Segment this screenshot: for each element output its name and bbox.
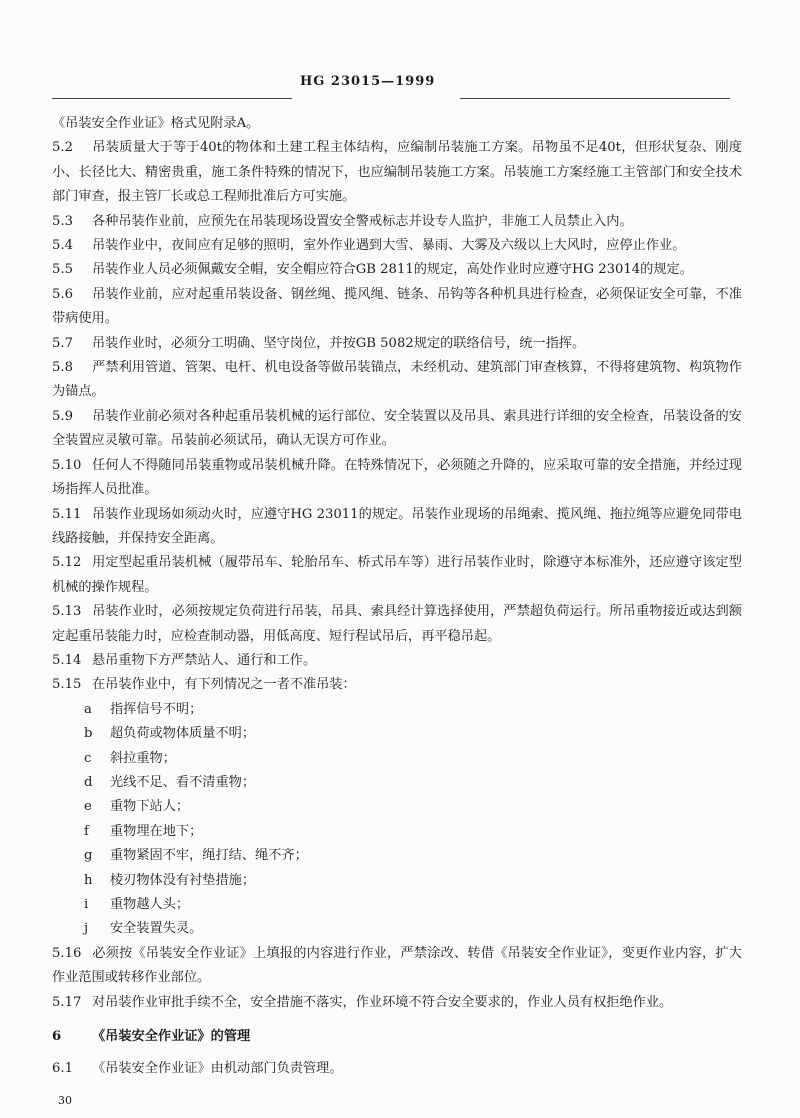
list-item (52, 747, 742, 771)
clause-paragraph (52, 649, 742, 673)
clause-5-15-items (52, 698, 742, 942)
clause-paragraph (52, 454, 742, 503)
clause-paragraph (52, 234, 742, 258)
list-item-text: 棱刃物体没有衬垫措施； (110, 872, 256, 888)
clause-paragraph (52, 673, 742, 697)
list-item (52, 820, 742, 844)
clause-paragraph (52, 551, 742, 600)
list-item-text: 超负荷或物体质量不明； (110, 726, 256, 742)
clause-number: 5.3 (52, 213, 73, 229)
section-number: 6 (52, 1029, 62, 1045)
clauses-5-16-to-5-17 (52, 942, 742, 1015)
clause-number: 5.2 (52, 140, 73, 156)
section-6-heading (52, 1025, 742, 1049)
page-header: HG 23015—1999 (300, 74, 436, 89)
list-item (52, 795, 742, 819)
list-item (52, 893, 742, 917)
list-item-letter: d (84, 774, 93, 790)
clause-paragraph (52, 112, 742, 136)
clause-number: 5.17 (52, 994, 82, 1010)
clause-text: 吊装作业现场如须动火时，应遵守HG 23011的规定。吊装作业现场的吊绳索、揽风绳、拖拉绳等应避免同带电线路接触，并保持安全距离。 (52, 506, 742, 546)
list-item-text: 斜拉重物； (110, 750, 176, 766)
clause-number: 5.10 (52, 457, 82, 473)
clause-paragraph (52, 332, 742, 356)
clause-paragraph (52, 600, 742, 649)
list-item-text: 重物下站人； (110, 799, 190, 815)
clause-number: 5.5 (52, 262, 73, 278)
clause-number: 5.13 (52, 604, 82, 620)
clause-text: 吊装作业时，必须按规定负荷进行吊装，吊具、索具经计算选择使用，严禁超负荷运行。所吊重物接近或达到额定起重吊装能力时，应检查制动器，用低高度、短行程试吊后，再平稳吊起。 (52, 604, 742, 644)
clause-6-1 (52, 1057, 742, 1081)
clause-text: 对吊装作业审批手续不全，安全措施不落实，作业环境不符合安全要求的，作业人员有权拒绝作业。 (92, 994, 673, 1010)
clause-text: 吊装作业中，夜间应有足够的照明，室外作业遇到大雪、暴雨、大雾及六级以上大风时，应停止作业。 (92, 238, 686, 254)
clause-number: 5.14 (52, 652, 82, 668)
list-item-letter: e (84, 799, 92, 815)
clause-number: 5.9 (52, 408, 73, 424)
list-item-text: 重物紧固不牢，绳打结、绳不齐； (110, 848, 308, 864)
clause-text: 《吊装安全作业证》由机动部门负责管理。 (92, 1061, 343, 1077)
list-item-text: 安全装置失灵。 (110, 921, 203, 937)
list-item-letter: h (84, 872, 93, 888)
list-item-letter: f (84, 823, 89, 839)
clause-text: 吊装作业时，必须分工明确、坚守岗位，并按GB 5082规定的联络信号，统一指挥。 (92, 335, 586, 351)
clause-paragraph (52, 405, 742, 454)
list-item-letter: j (84, 921, 89, 937)
list-item-letter: c (84, 750, 92, 766)
list-item (52, 722, 742, 746)
document-body (52, 112, 742, 1082)
clause-text: 吊装作业前必须对各种起重吊装机械的运行部位、安全装置以及吊具、索具进行详细的安全检查，吊装设备的安全装置应灵敏可靠。吊装前必须试吊，确认无误方可作业。 (52, 408, 742, 449)
clause-number: 5.11 (52, 506, 82, 522)
clause-text: 吊装作业前，应对起重吊装设备、钢丝绳、揽风绳、链条、吊钩等各种机具进行检查，必须保证安全可靠，不准带病使用。 (52, 286, 742, 327)
clause-number: 5.4 (52, 238, 73, 254)
clause-paragraph (52, 991, 742, 1015)
clause-text: 用定型起重吊装机械（履带吊车、轮胎吊车、桥式吊车等）进行吊装作业时，除遵守本标准外，还应遵守该定型机械的操作规程。 (52, 555, 742, 595)
list-item-text: 重物埋在地下； (110, 823, 203, 839)
clause-number: 5.8 (52, 360, 73, 376)
clause-text: 《吊装安全作业证》格式见附录A。 (52, 116, 260, 131)
list-item (52, 844, 742, 868)
clauses-5-1-to-5-15 (52, 112, 742, 698)
list-item (52, 771, 742, 795)
clause-number: 5.16 (52, 945, 82, 961)
list-item-text: 重物越人头； (110, 897, 190, 912)
clause-text: 在吊装作业中，有下列情况之一者不准吊装： (92, 677, 356, 693)
clause-number: 6.1 (52, 1061, 73, 1077)
clause-paragraph (52, 356, 742, 405)
list-item-text: 光线不足、看不清重物； (110, 774, 256, 790)
clause-text: 吊装作业人员必须佩戴安全帽，安全帽应符合GB 2811的规定，高处作业时应遵守HG 23014的规定。 (92, 262, 693, 278)
clause-number: 5.12 (52, 555, 82, 571)
list-item-letter: b (84, 726, 93, 742)
clause-number: 5.6 (52, 286, 73, 302)
list-item-text: 指挥信号不明； (110, 701, 203, 717)
header-rule-left (52, 98, 292, 99)
clause-paragraph (52, 283, 742, 332)
clause-text: 必须按《吊装安全作业证》上填报的内容进行作业，严禁涂改、转借《吊装安全作业证》，变更作业内容，扩大作业范围或转移作业部位。 (52, 945, 742, 986)
list-item (52, 917, 742, 941)
clause-paragraph (52, 258, 742, 282)
clause-text: 悬吊重物下方严禁站人、通行和工作。 (92, 652, 317, 668)
list-item-letter: a (84, 701, 92, 717)
list-item (52, 869, 742, 893)
header-rule-right (460, 98, 730, 99)
clause-number: 5.7 (52, 335, 73, 351)
clause-text: 严禁利用管道、管架、电杆、机电设备等做吊装锚点，未经机动、建筑部门审查核算，不得将建筑物、构筑物作为锚点。 (52, 360, 742, 400)
page-number: 30 (58, 1094, 72, 1107)
clause-number: 5.15 (52, 677, 82, 693)
section-title: 《吊装安全作业证》的管理 (92, 1029, 251, 1045)
list-item (52, 698, 742, 722)
clause-paragraph (52, 503, 742, 552)
list-item-letter: i (84, 897, 89, 912)
clause-text: 各种吊装作业前，应预先在吊装现场设置安全警戒标志并设专人监护，非施工人员禁止入内。 (92, 213, 633, 229)
clause-text: 吊装质量大于等于40t的物体和土建工程主体结构，应编制吊装施工方案。吊物虽不足40t，但形状复杂、刚度小、长径比大、精密贵重，施工条件特殊的情况下，也应编制吊装施工方案。吊装施工方案经施工主管部门和安全技术部门审查，报主管厂长或总工程师批准后方可实施。 (52, 140, 742, 205)
clause-paragraph (52, 942, 742, 991)
clause-paragraph (52, 136, 742, 209)
clause-text: 任何人不得随同吊装重物或吊装机械升降。在特殊情况下，必须随之升降的，应采取可靠的安全措施，并经过现场指挥人员批准。 (52, 457, 742, 498)
clause-paragraph (52, 210, 742, 234)
list-item-letter: g (84, 848, 93, 864)
